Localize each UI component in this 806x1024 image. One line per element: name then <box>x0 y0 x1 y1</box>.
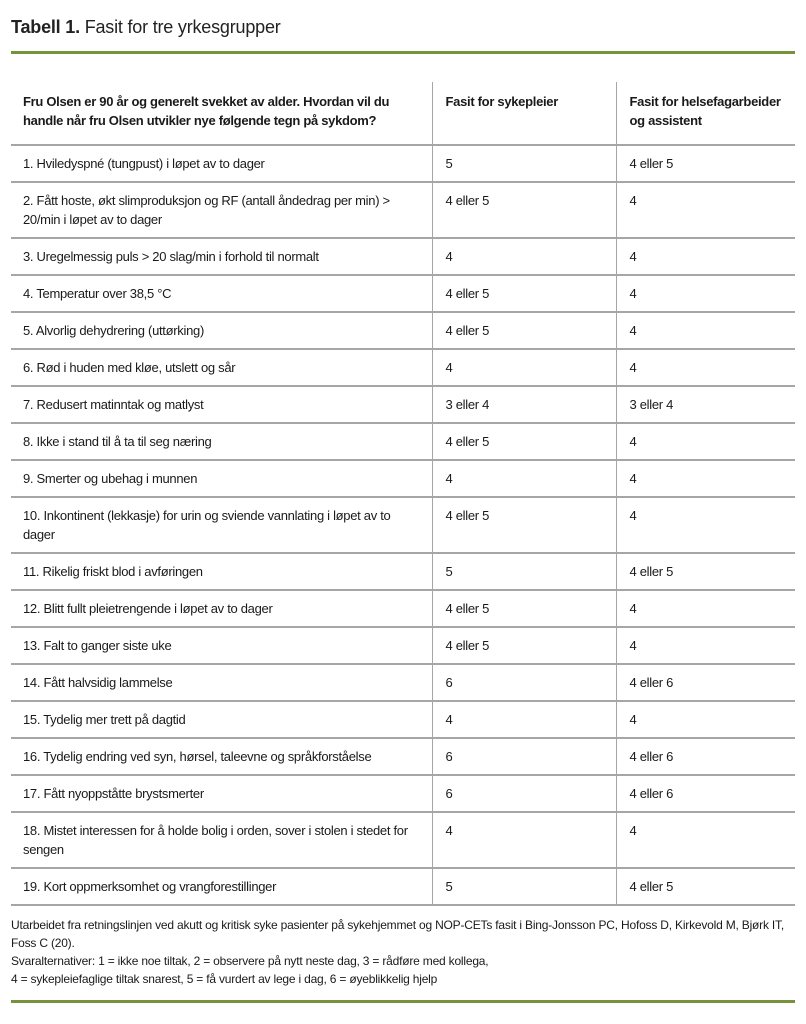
nurse-answer-cell: 6 <box>432 775 616 812</box>
careworker-answer-cell: 4 eller 6 <box>616 738 795 775</box>
question-cell: 6. Rød i huden med kløe, utslett og sår <box>11 349 432 386</box>
careworker-answer-cell: 4 <box>616 349 795 386</box>
nurse-answer-cell: 4 <box>432 701 616 738</box>
nurse-answer-cell: 4 <box>432 349 616 386</box>
table-title <box>11 16 795 38</box>
table-row <box>11 812 795 868</box>
table-row <box>11 868 795 905</box>
careworker-answer-cell: 4 <box>616 590 795 627</box>
header-row <box>11 82 795 145</box>
nurse-answer-cell: 4 eller 5 <box>432 627 616 664</box>
question-cell: 16. Tydelig endring ved syn, hørsel, taleevne og språkforståelse <box>11 738 432 775</box>
careworker-answer-cell: 4 <box>616 238 795 275</box>
table-row <box>11 701 795 738</box>
careworker-answer-cell: 4 eller 6 <box>616 664 795 701</box>
bottom-green-rule <box>11 1000 795 1003</box>
table-row <box>11 349 795 386</box>
question-cell: 7. Redusert matinntak og matlyst <box>11 386 432 423</box>
nurse-answer-cell: 5 <box>432 868 616 905</box>
question-cell: 18. Mistet interessen for å holde bolig i orden, sover i stolen i stedet for sengen <box>11 812 432 868</box>
table-footnotes <box>11 916 795 988</box>
nurse-answer-cell: 4 <box>432 812 616 868</box>
table-row <box>11 664 795 701</box>
careworker-answer-cell: 4 <box>616 312 795 349</box>
table-title-label: Tabell 1. <box>11 17 80 37</box>
question-cell: 2. Fått hoste, økt slimproduksjon og RF (antall åndedrag per min) > 20/min i løpet av to dager <box>11 182 432 238</box>
table-row <box>11 386 795 423</box>
table-row <box>11 553 795 590</box>
table-title-text: Fasit for tre yrkesgrupper <box>79 17 281 37</box>
careworker-answer-cell: 4 eller 5 <box>616 868 795 905</box>
nurse-answer-cell: 6 <box>432 664 616 701</box>
table-row <box>11 738 795 775</box>
nurse-answer-cell: 4 eller 5 <box>432 497 616 553</box>
table-row <box>11 275 795 312</box>
careworker-answer-cell: 4 <box>616 627 795 664</box>
nurse-answer-cell: 4 eller 5 <box>432 423 616 460</box>
careworker-answer-cell: 4 eller 5 <box>616 553 795 590</box>
table-row <box>11 627 795 664</box>
careworker-answer-cell: 4 <box>616 460 795 497</box>
question-cell: 13. Falt to ganger siste uke <box>11 627 432 664</box>
table-row <box>11 775 795 812</box>
nurse-answer-cell: 4 eller 5 <box>432 590 616 627</box>
footnote-source: Utarbeidet fra retningslinjen ved akutt og kritisk syke pasienter på sykehjemmet og NOP-CETs fasit i Bing-Jonsson PC, Hofoss D, Kirkevold M, Bjørk IT, Foss C (20). <box>11 918 784 950</box>
answer-key-table <box>11 82 795 906</box>
nurse-answer-cell: 4 eller 5 <box>432 182 616 238</box>
table-row <box>11 460 795 497</box>
table-row <box>11 423 795 460</box>
careworker-answer-cell: 4 eller 6 <box>616 775 795 812</box>
question-cell: 8. Ikke i stand til å ta til seg næring <box>11 423 432 460</box>
question-cell: 11. Rikelig friskt blod i avføringen <box>11 553 432 590</box>
nurse-answer-cell: 5 <box>432 553 616 590</box>
col-header-question: Fru Olsen er 90 år og generelt svekket av alder. Hvordan vil du handle når fru Olsen utvikler nye følgende tegn på sykdom? <box>11 82 432 145</box>
question-cell: 1. Hviledyspné (tungpust) i løpet av to dager <box>11 145 432 182</box>
table-row <box>11 590 795 627</box>
question-cell: 4. Temperatur over 38,5 °C <box>11 275 432 312</box>
question-cell: 5. Alvorlig dehydrering (uttørking) <box>11 312 432 349</box>
table-row <box>11 312 795 349</box>
table-row <box>11 145 795 182</box>
careworker-answer-cell: 4 <box>616 701 795 738</box>
nurse-answer-cell: 3 eller 4 <box>432 386 616 423</box>
careworker-answer-cell: 4 <box>616 812 795 868</box>
table-body <box>11 145 795 905</box>
question-cell: 9. Smerter og ubehag i munnen <box>11 460 432 497</box>
question-cell: 17. Fått nyoppståtte brystsmerter <box>11 775 432 812</box>
nurse-answer-cell: 4 <box>432 460 616 497</box>
nurse-answer-cell: 5 <box>432 145 616 182</box>
careworker-answer-cell: 4 <box>616 275 795 312</box>
careworker-answer-cell: 4 <box>616 423 795 460</box>
careworker-answer-cell: 4 <box>616 497 795 553</box>
footnote-answer-options-1: Svaralternativer: 1 = ikke noe tiltak, 2 = observere på nytt neste dag, 3 = rådføre med kollega, <box>11 954 489 968</box>
footnote-answer-options-2: 4 = sykepleiefaglige tiltak snarest, 5 = få vurdert av lege i dag, 6 = øyeblikkelig hjelp <box>11 972 438 986</box>
question-cell: 15. Tydelig mer trett på dagtid <box>11 701 432 738</box>
table-row <box>11 182 795 238</box>
question-cell: 12. Blitt fullt pleietrengende i løpet av to dager <box>11 590 432 627</box>
table-row <box>11 497 795 553</box>
nurse-answer-cell: 4 eller 5 <box>432 312 616 349</box>
col-header-nurse: Fasit for sykepleier <box>432 82 616 145</box>
question-cell: 19. Kort oppmerksomhet og vrangforestillinger <box>11 868 432 905</box>
table-header <box>11 82 795 145</box>
table-row <box>11 238 795 275</box>
top-green-rule <box>11 51 795 54</box>
question-cell: 10. Inkontinent (lekkasje) for urin og sviende vannlating i løpet av to dager <box>11 497 432 553</box>
careworker-answer-cell: 4 eller 5 <box>616 145 795 182</box>
col-header-careworker: Fasit for helsefagarbeider og assistent <box>616 82 795 145</box>
nurse-answer-cell: 4 eller 5 <box>432 275 616 312</box>
question-cell: 14. Fått halvsidig lammelse <box>11 664 432 701</box>
careworker-answer-cell: 4 <box>616 182 795 238</box>
nurse-answer-cell: 4 <box>432 238 616 275</box>
nurse-answer-cell: 6 <box>432 738 616 775</box>
careworker-answer-cell: 3 eller 4 <box>616 386 795 423</box>
question-cell: 3. Uregelmessig puls > 20 slag/min i forhold til normalt <box>11 238 432 275</box>
